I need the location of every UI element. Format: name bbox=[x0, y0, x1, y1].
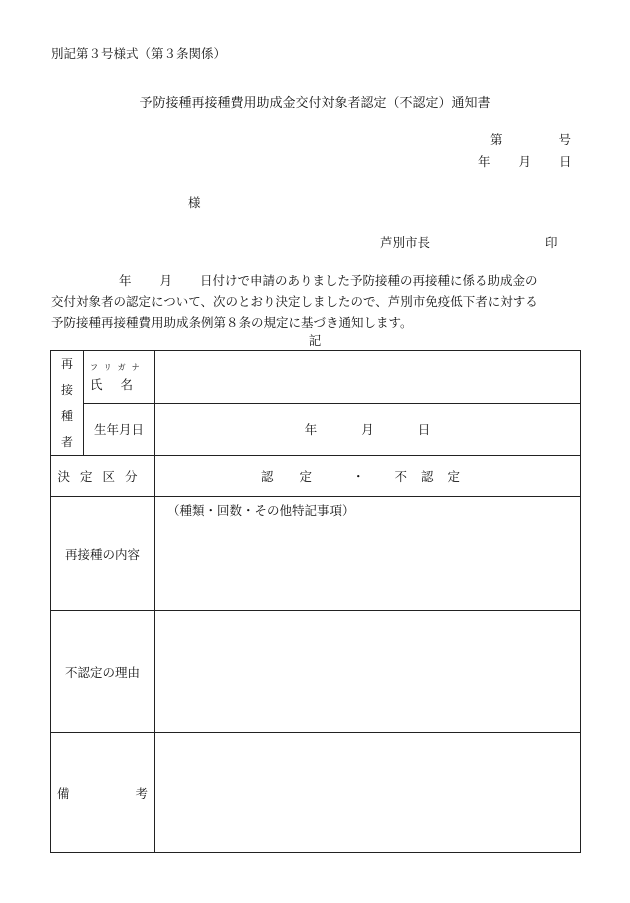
decision-row bbox=[51, 456, 581, 497]
date-day: 日 bbox=[559, 154, 572, 169]
notice-table bbox=[50, 350, 581, 853]
dob-day: 日 bbox=[417, 422, 431, 438]
content-label: 再接種の内容 bbox=[51, 497, 155, 611]
document-title: 予防接種再接種費用助成金交付対象者認定（不認定）通知書 bbox=[139, 96, 491, 111]
recipient-group-label: 再 接 種 者 bbox=[51, 351, 84, 456]
decision-separator: ・ bbox=[351, 469, 365, 484]
number-suffix: 号 bbox=[558, 132, 572, 147]
issuer-name: 芦別市長 bbox=[380, 235, 431, 250]
name-label-cell bbox=[84, 351, 155, 404]
ki-heading: 記 bbox=[308, 333, 322, 348]
remarks-label bbox=[51, 733, 155, 853]
body-year: 年 bbox=[119, 273, 132, 288]
content-hint: （種類・回数・その他特記事項） bbox=[167, 503, 355, 518]
name-row bbox=[51, 351, 581, 404]
furigana-label: フリガナ bbox=[90, 362, 146, 372]
name-field[interactable] bbox=[155, 351, 581, 404]
dob-month: 月 bbox=[361, 422, 374, 438]
remarks-row bbox=[51, 733, 581, 853]
name-label: 氏名 bbox=[90, 376, 152, 392]
notice-body bbox=[51, 270, 591, 333]
seal-mark: 印 bbox=[545, 235, 558, 250]
remarks-label-2: 考 bbox=[135, 785, 148, 801]
denial-reason-field[interactable] bbox=[155, 611, 581, 733]
decision-label: 決定区分 bbox=[51, 456, 155, 497]
decision-denied[interactable]: 不認定 bbox=[394, 469, 475, 484]
date-year: 年 bbox=[478, 154, 491, 169]
addressee-suffix: 様 bbox=[188, 195, 201, 210]
dob-field[interactable] bbox=[155, 403, 581, 456]
body-line-1 bbox=[51, 270, 591, 291]
denial-reason-label: 不認定の理由 bbox=[51, 611, 155, 733]
denial-reason-row bbox=[51, 611, 581, 733]
dob-year: 年 bbox=[304, 422, 318, 438]
dob-label: 生年月日 bbox=[84, 403, 155, 456]
decision-approved[interactable]: 認定 bbox=[260, 469, 338, 484]
form-identifier: 別記第３号様式（第３条関係） bbox=[51, 46, 227, 61]
remarks-label-1: 備 bbox=[57, 785, 70, 801]
content-row bbox=[51, 497, 581, 611]
body-line-1-rest: 日付けで申請のありました予防接種の再接種に係る助成金の bbox=[200, 273, 538, 288]
document-number bbox=[490, 130, 571, 148]
decision-field[interactable] bbox=[155, 456, 581, 497]
remarks-field[interactable] bbox=[155, 733, 581, 853]
body-line-3: 予防接種再接種費用助成条例第８条の規定に基づき通知します。 bbox=[51, 315, 413, 330]
dob-row bbox=[51, 403, 581, 456]
issue-date bbox=[478, 152, 572, 170]
body-month: 月 bbox=[159, 273, 173, 288]
date-month: 月 bbox=[518, 154, 532, 169]
number-prefix: 第 bbox=[490, 132, 503, 147]
body-line-2: 交付対象者の認定について、次のとおり決定しましたので、芦別市免疫低下者に対する bbox=[51, 294, 538, 309]
content-field[interactable] bbox=[155, 497, 581, 611]
